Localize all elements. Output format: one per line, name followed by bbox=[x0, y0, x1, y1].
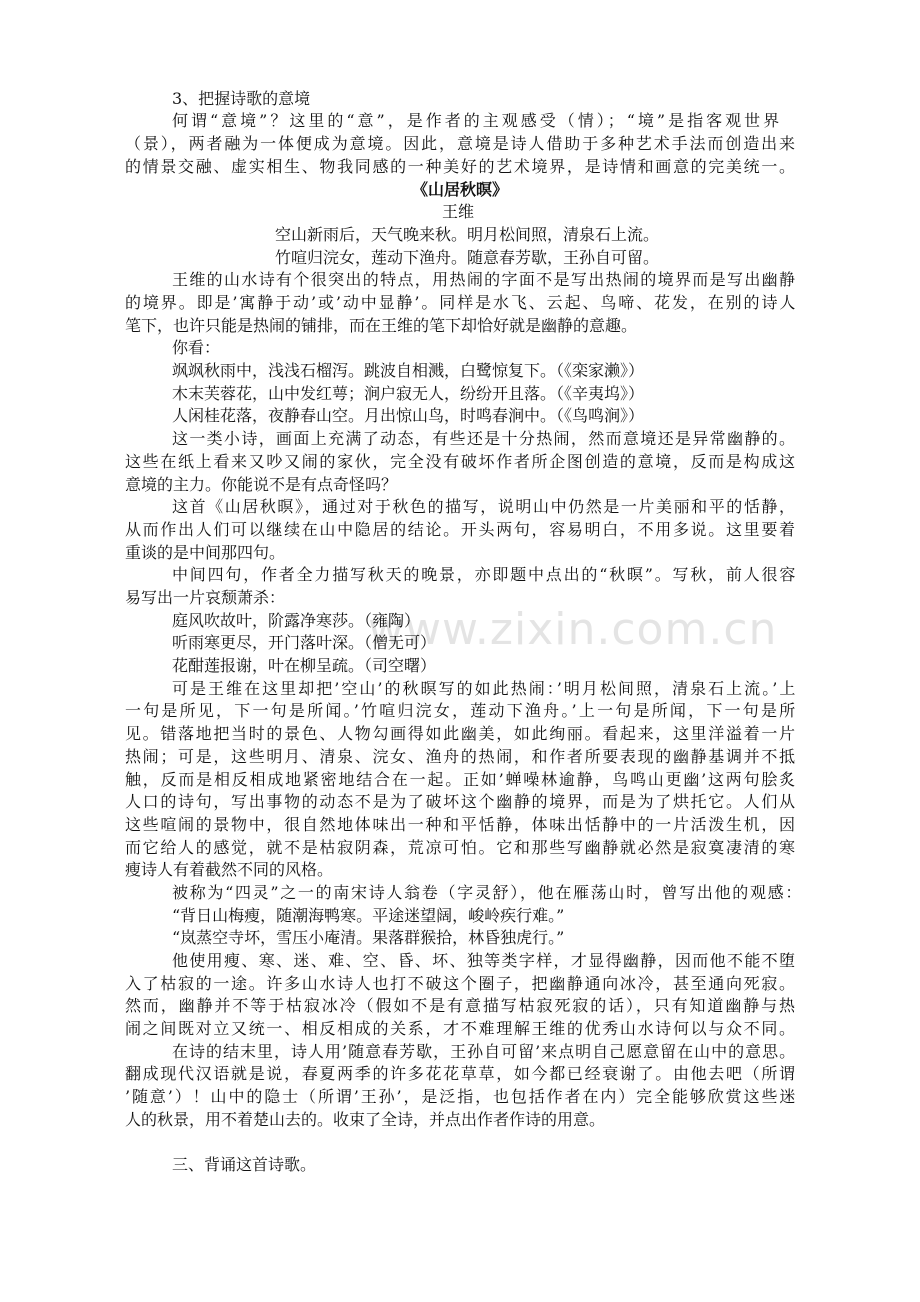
paragraph-line: ’随意’）！山中的隐士（所谓’王孙’，是泛指，也包括作者在内）完全能够欣赏这些迷 bbox=[125, 1087, 798, 1106]
paragraph-line: 这些在纸上看来又吵又闹的家伙，完全没有破坏作者所企图创造的意境，反而是构成这 bbox=[125, 452, 797, 471]
paragraph-line: 这一类小诗，画面上充满了动态，有些还是十分热闹，然而意境还是异常幽静的。 bbox=[172, 429, 797, 448]
paragraph-line: 然而，幽静并不等于枯寂冰冷（假如不是有意描写枯寂死寂的话），只有知道幽静与热 bbox=[125, 996, 797, 1015]
example-line: 花酣莲报谢，叶在柳呈疏。（司空曙） bbox=[172, 656, 437, 675]
poem-author: 王维 bbox=[442, 202, 475, 221]
paragraph-line: 热闹；可是，这些明月、清泉、浣女、渔舟的热闹，和作者所要表现的幽静基调并不抵 bbox=[125, 747, 797, 766]
paragraph-line: 人口的诗句，写出事物的动态不是为了破坏这个幽静的境界，而是为了烘托它。人们从 bbox=[125, 792, 797, 811]
paragraph-line: 闹之间既对立又统一、相反相成的关系，才不难理解王维的优秀山水诗何以与众不同。 bbox=[125, 1019, 797, 1038]
poem-line: 空山新雨后，天气晚来秋。明月松间照，清泉石上流。 bbox=[275, 225, 660, 244]
paragraph-line: 而它给人的感觉，就不是枯寂阴森，荒凉可怕。它和那些写幽静就必然是寂寞凄清的寒 bbox=[125, 838, 797, 857]
intro-line: 的情景交融、虚实相生、物我同感的一种美好的艺术境界，是诗情和画意的完美统一。 bbox=[125, 157, 797, 176]
paragraph-line: 重谈的是中间那四句。 bbox=[125, 543, 286, 562]
paragraph-line: 你看： bbox=[172, 338, 221, 357]
paragraph-line: 瘦诗人有着截然不同的风格。 bbox=[125, 860, 334, 879]
example-line: 听雨寒更尽，开门落叶深。（僧无可） bbox=[172, 633, 437, 652]
paragraph-line: 王维的山水诗有个很突出的特点，用热闹的字面不是写出热闹的境界而是写出幽静 bbox=[172, 270, 797, 289]
paragraph-line: 可是王维在这里却把’空山’的秋暝写的如此热闹：’明月松间照，清泉石上流。’上 bbox=[172, 679, 798, 698]
watermark: www.zixin.com.cn bbox=[368, 604, 778, 655]
paragraph-line: 人的秋景，用不着楚山去的。收束了全诗，并点出作者作诗的用意。 bbox=[125, 1110, 606, 1129]
paragraph-line: 笔下，也许只能是热闹的铺排，而在王维的笔下却恰好就是幽静的意趣。 bbox=[125, 316, 638, 335]
paragraph-line: 这首《山居秋暝》，通过对于秋色的描写，说明山中仍然是一片美丽和平的恬静， bbox=[172, 497, 797, 516]
paragraph-line: 中间四句，作者全力描写秋天的晚景，亦即题中点出的“秋暝”。写秋，前人很容 bbox=[172, 565, 798, 584]
paragraph-line: 意境的主力。你能说不是有点奇怪吗？ bbox=[125, 475, 398, 494]
example-line: 木末芙蓉花，山中发红萼；涧户寂无人，纷纷开且落。（《辛夷坞》） bbox=[172, 384, 645, 403]
paragraph-line: 这些喧闹的景物中，很自然地体味出一种和平恬静，体味出恬静中的一片活泼生机，因 bbox=[125, 815, 797, 834]
intro-line: （景），两者融为一体便成为意境。因此，意境是诗人借助于多种艺术手法而创造出来 bbox=[125, 134, 797, 153]
quote-line: “背日山梅瘦，随潮海鸭寒。平途迷望阔，峻岭疾行难。” bbox=[172, 906, 565, 925]
paragraph-line: 入了枯寂的一途。许多山水诗人也打不破这个圈子，把幽静通向冰冷，甚至通向死寂。 bbox=[125, 974, 797, 993]
poem-title: 《山居秋暝》 bbox=[412, 180, 509, 199]
paragraph-line: 易写出一片哀颓萧杀： bbox=[125, 588, 286, 607]
paragraph-line: 翻成现代汉语就是说，春夏两季的许多花花草草，如今都已经衰谢了。由他去吧（所谓 bbox=[125, 1064, 797, 1083]
paragraph-line: 从而作出人们可以继续在山中隐居的结论。开头两句，容易明白，不用多说。这里要着 bbox=[125, 520, 797, 539]
section-heading: 3、把握诗歌的意境 bbox=[172, 89, 311, 108]
section-heading: 三、背诵这首诗歌。 bbox=[172, 1155, 317, 1174]
paragraph-line: 他使用瘦、寒、迷、难、空、昏、坏、独等类字样，才显得幽静，因而他不能不堕 bbox=[172, 951, 797, 970]
example-line: 庭风吹故叶，阶露净寒莎。（雍陶） bbox=[172, 611, 421, 630]
intro-line: 何谓“意境”？这里的“意”，是作者的主观感受（情）；“境”是指客观世界 bbox=[172, 111, 783, 130]
example-line: 人闲桂花落，夜静春山空。月出惊山鸟，时鸣春涧中。（《鸟鸣涧》） bbox=[172, 406, 645, 425]
quote-line: “岚蒸空寺坏，雪压小庵清。果落群猴拾，林昏独虎行。” bbox=[172, 928, 565, 947]
paragraph-line: 一句是所见，下一句是所闻。’竹喧归浣女，莲动下渔舟。’上一句是所闻，下一句是所 bbox=[125, 701, 798, 720]
paragraph-line: 的境界。即是’寓静于动’或’动中显静’。同样是水飞、云起、鸟啼、花发，在别的诗人 bbox=[125, 293, 798, 312]
example-line: 飒飒秋雨中，浅浅石榴泻。跳波自相溅，白鹭惊复下。（《栾家濑》） bbox=[172, 361, 645, 380]
paragraph-line: 触，反而是相反相成地紧密地结合在一起。正如’蝉噪林逾静，鸟鸣山更幽’这两句脍炙 bbox=[125, 770, 797, 789]
paragraph-line: 见。错落地把当时的景色、人物勾画得如此幽美，如此绚丽。看起来，这里洋溢着一片 bbox=[125, 724, 797, 743]
poem-line: 竹喧归浣女，莲动下渔舟。随意春芳歇，王孙自可留。 bbox=[275, 248, 660, 267]
paragraph-line: 被称为“四灵”之一的南宋诗人翁卷（字灵舒），他在雁荡山时，曾写出他的观感： bbox=[172, 883, 804, 902]
paragraph-line: 在诗的结末里，诗人用’随意春芳歇，王孙自可留’来点明自己愿意留在山中的意思。 bbox=[172, 1042, 797, 1061]
